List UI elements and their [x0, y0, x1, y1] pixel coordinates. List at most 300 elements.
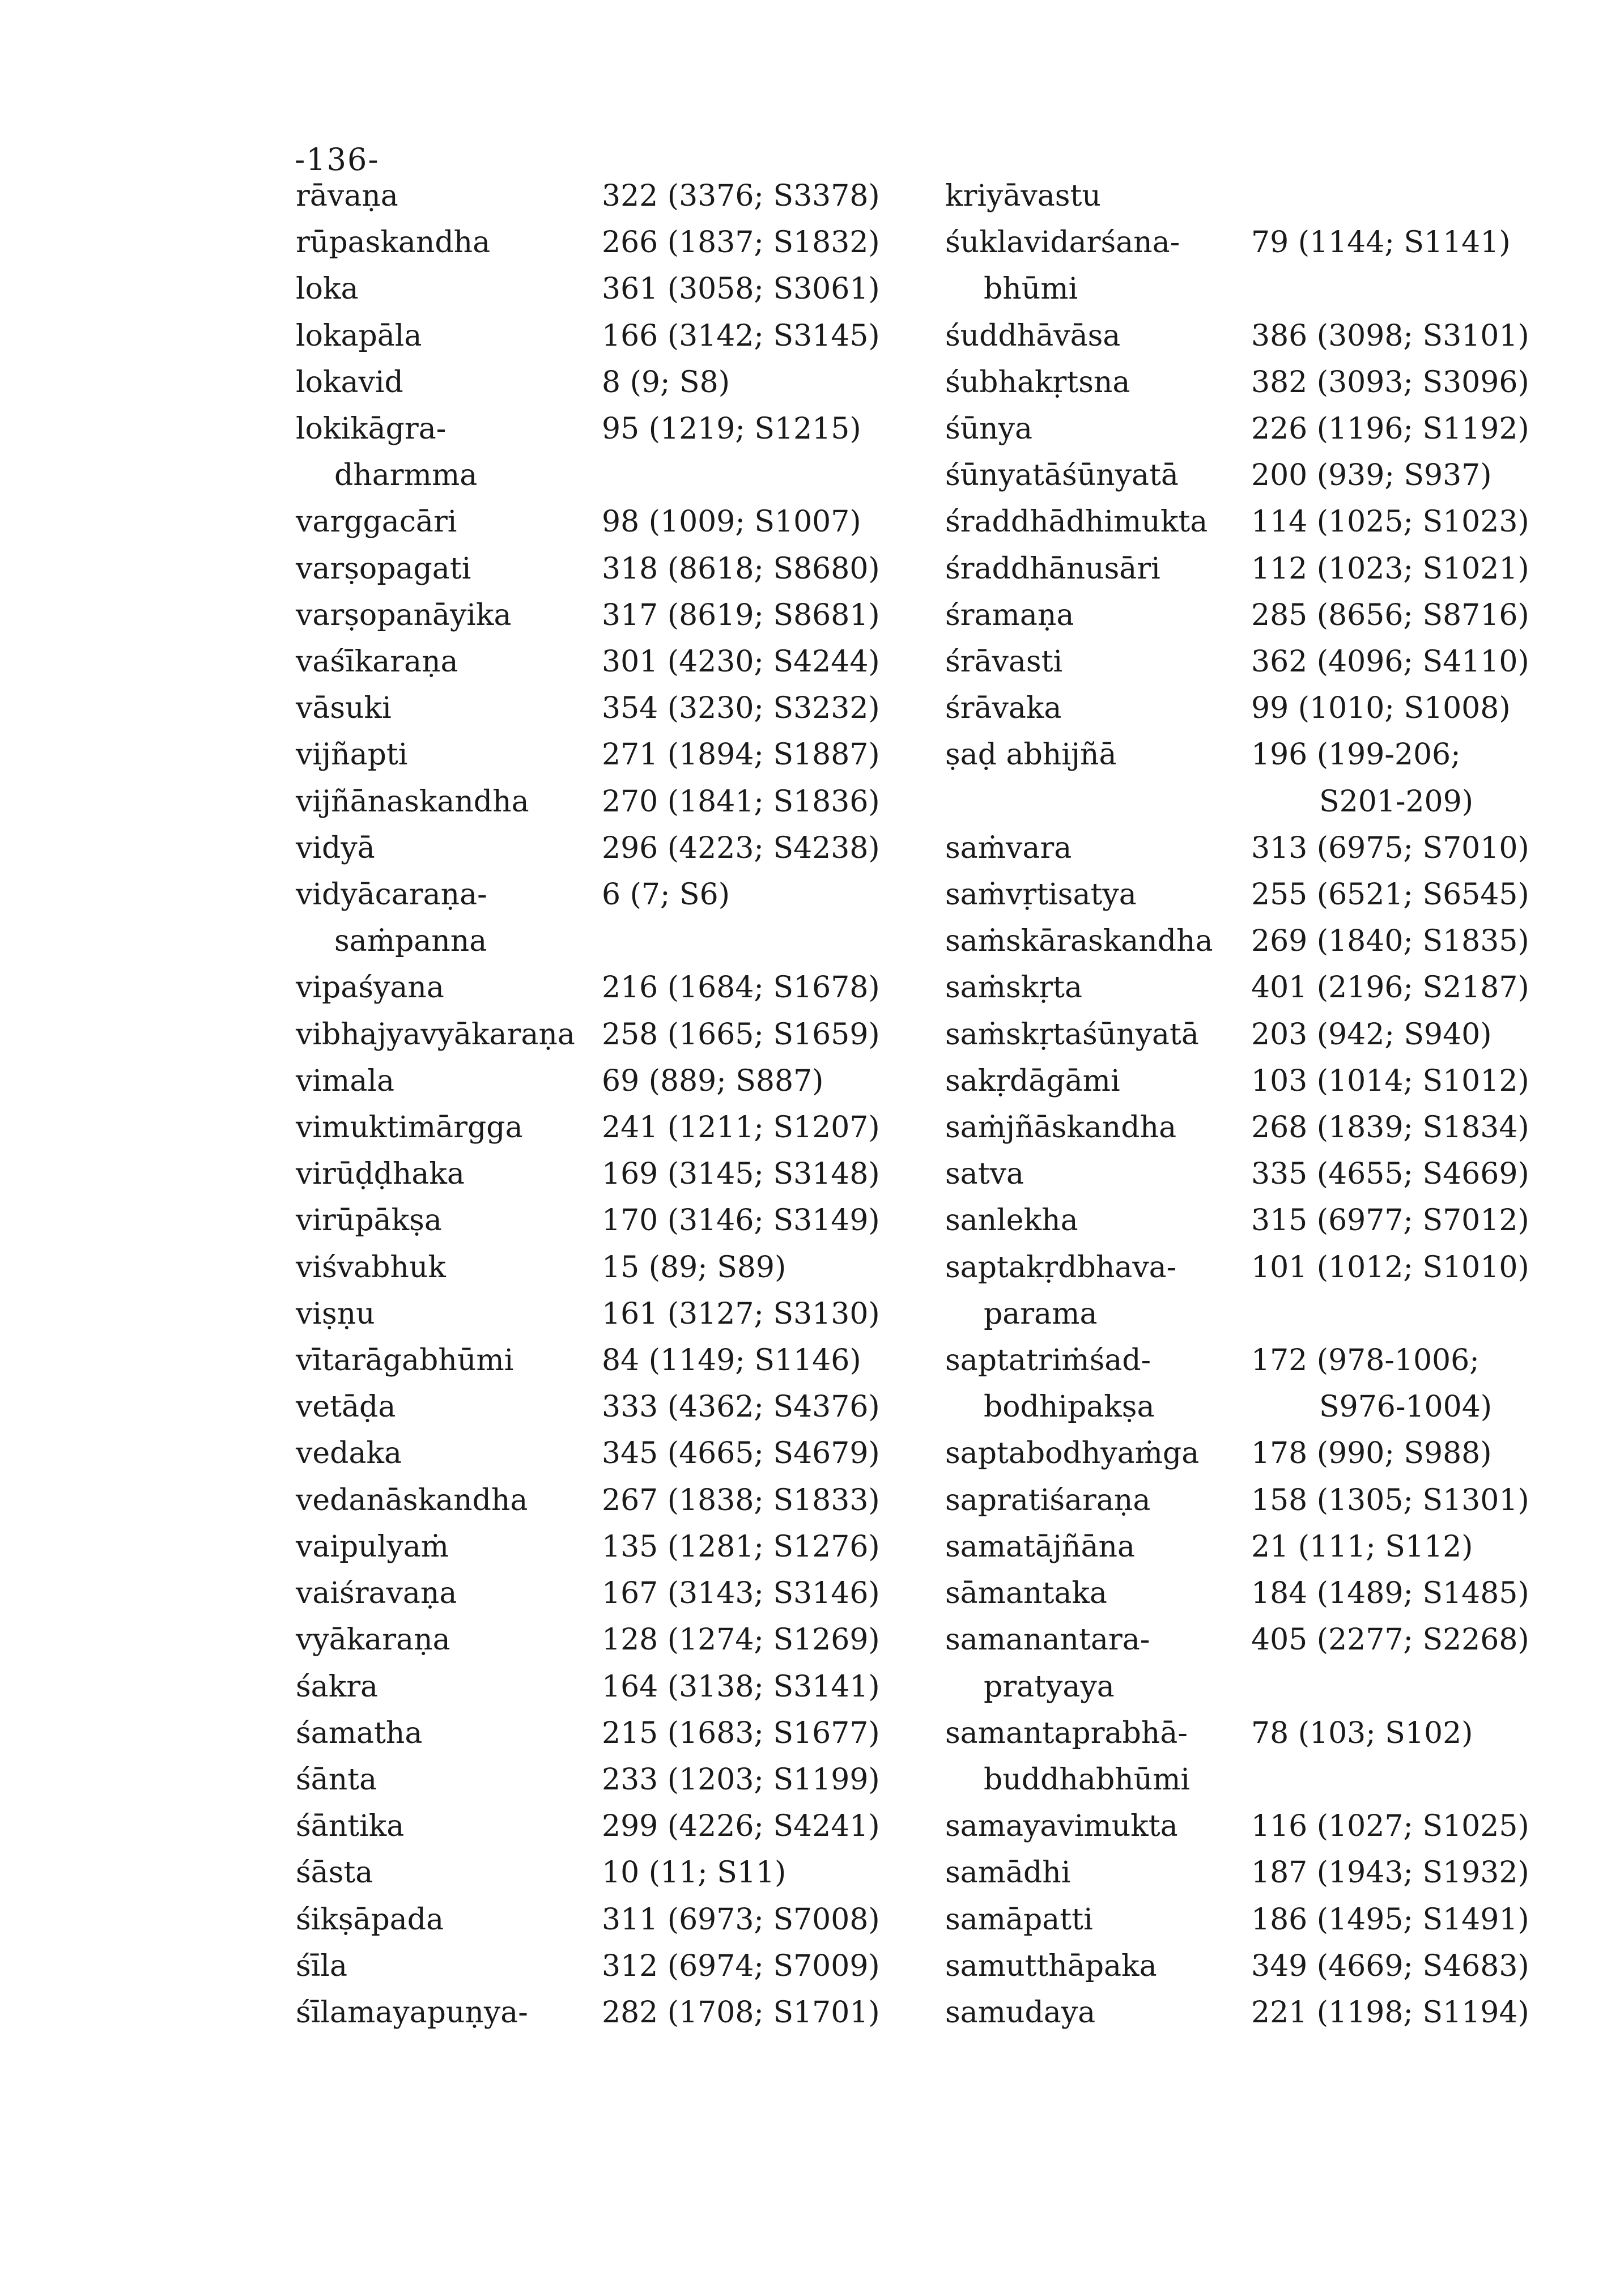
index-references-text: 221 (1198; S1194) — [1251, 1995, 1529, 2030]
index-term — [296, 1291, 602, 1337]
index-references — [1251, 1058, 1529, 1104]
index-term — [296, 1664, 602, 1710]
index-term-text: śāntika — [296, 1809, 405, 1844]
index-references — [602, 732, 880, 778]
index-entry — [296, 313, 919, 359]
index-references-text: 114 (1025; S1023) — [1251, 505, 1529, 539]
index-term — [296, 1897, 602, 1943]
index-references — [602, 779, 880, 825]
index-term — [945, 1849, 1251, 1896]
index-term-text: vītarāgabhūmi — [296, 1343, 514, 1378]
index-term-text: vidyācaraṇa- — [296, 878, 487, 912]
index-term — [296, 964, 602, 1011]
index-references — [1251, 1430, 1492, 1477]
index-references — [602, 219, 880, 266]
index-references-text: 285 (8656; S8716) — [1251, 598, 1529, 632]
index-term — [945, 219, 1251, 312]
index-references-text: 172 (978-1006; — [1251, 1343, 1480, 1378]
index-entry — [296, 685, 919, 732]
index-references — [1251, 359, 1529, 406]
index-entry — [296, 779, 919, 825]
index-term — [945, 1151, 1251, 1197]
index-references-text: 233 (1203; S1199) — [602, 1762, 880, 1797]
index-references — [602, 1664, 880, 1710]
index-entry — [296, 1710, 919, 1757]
index-entry — [945, 173, 1568, 219]
index-references-text: 258 (1665; S1659) — [602, 1017, 880, 1052]
index-entry — [296, 1617, 919, 1663]
index-term — [945, 1803, 1251, 1849]
index-references-text: 166 (3142; S3145) — [602, 318, 880, 353]
index-term — [296, 732, 602, 778]
index-term-text: śraddhānusāri — [945, 551, 1160, 586]
index-term — [296, 219, 602, 266]
index-term-text: saṁskṛtaśūnyatā — [945, 1017, 1199, 1052]
index-entry — [945, 871, 1568, 918]
index-references-text: 161 (3127; S3130) — [602, 1296, 880, 1331]
index-references-text: 354 (3230; S3232) — [602, 691, 880, 726]
index-references-text: 226 (1196; S1192) — [1251, 412, 1529, 447]
index-term — [296, 1337, 602, 1384]
index-term-text: vimala — [296, 1064, 394, 1098]
index-term-text: vipaśyana — [296, 971, 444, 1005]
index-term-text: vijñapti — [296, 738, 408, 772]
index-entry — [296, 1570, 919, 1617]
index-references — [1251, 871, 1529, 918]
index-term-text: samanantara- — [945, 1623, 1150, 1657]
index-references — [602, 592, 880, 639]
index-entry — [945, 219, 1568, 312]
index-term — [945, 1430, 1251, 1477]
index-references — [1251, 1104, 1529, 1151]
index-references-text: 333 (4362; S4376) — [602, 1390, 880, 1425]
index-references — [1251, 685, 1511, 732]
index-term-text: sapratiśaraṇa — [945, 1483, 1151, 1517]
index-term-text: sakṛdāgāmi — [945, 1064, 1120, 1098]
index-references — [602, 1430, 880, 1477]
index-references-text: 178 (990; S988) — [1251, 1436, 1492, 1471]
index-term — [945, 499, 1251, 545]
index-entry — [945, 639, 1568, 685]
index-term-text: śīlamayapuṇya- — [296, 1995, 528, 2030]
index-references-text: 84 (1149; S1146) — [602, 1343, 861, 1378]
index-references-text: 382 (3093; S3096) — [1251, 365, 1529, 399]
index-entry — [296, 964, 919, 1011]
index-term — [945, 1011, 1251, 1058]
index-references — [1251, 1570, 1529, 1617]
index-references-text: 282 (1708; S1701) — [602, 1995, 880, 2030]
index-term-text: saptakṛdbhava- — [945, 1250, 1177, 1285]
index-references-text: 311 (6973; S7008) — [602, 1902, 880, 1937]
index-references — [1251, 1011, 1492, 1058]
index-term-text: samantaprabhā- — [945, 1716, 1188, 1750]
index-references-text: 349 (4669; S4683) — [1251, 1949, 1529, 1983]
index-references — [1251, 1943, 1529, 1989]
index-term — [296, 685, 602, 732]
index-column-right — [945, 173, 1568, 2036]
index-entry — [296, 1943, 919, 1989]
index-references-text: 255 (6521; S6545) — [1251, 878, 1529, 912]
index-references-text: 98 (1009; S1007) — [602, 505, 861, 539]
index-entry — [945, 406, 1568, 452]
index-term-text: śamatha — [296, 1716, 423, 1750]
index-term-continuation: dharmma — [334, 458, 478, 493]
index-term-text: śramaṇa — [945, 598, 1074, 632]
index-term — [945, 406, 1251, 452]
index-entry — [945, 964, 1568, 1011]
index-entry — [945, 452, 1568, 499]
index-references — [602, 1943, 880, 1989]
index-term-continuation: bhūmi — [984, 272, 1078, 307]
index-term — [945, 1244, 1251, 1337]
index-term — [945, 1524, 1251, 1570]
index-term-text: varṣopagati — [296, 551, 471, 586]
index-references-text: 21 (111; S112) — [1251, 1529, 1473, 1564]
index-references-text: 345 (4665; S4679) — [602, 1436, 880, 1471]
index-term — [296, 1244, 602, 1291]
index-term-text: vidyā — [296, 831, 375, 865]
index-references-text: 313 (6975; S7010) — [1251, 831, 1529, 865]
index-entry — [296, 1430, 919, 1477]
index-references — [1251, 499, 1529, 545]
index-term — [296, 1477, 602, 1524]
index-references — [602, 1757, 880, 1803]
index-term — [945, 1570, 1251, 1617]
index-references — [1251, 1197, 1529, 1244]
index-references-text: 196 (199-206; — [1251, 738, 1461, 772]
index-term-continuation: buddhabhūmi — [984, 1762, 1191, 1797]
index-references — [1251, 639, 1529, 685]
index-entry — [296, 1524, 919, 1570]
index-term-text: vaiśravaṇa — [296, 1576, 457, 1611]
index-entry — [945, 732, 1568, 824]
index-term-text: śīla — [296, 1949, 347, 1983]
index-term — [296, 639, 602, 685]
index-term-continuation: parama — [984, 1296, 1098, 1331]
index-term-text: śrāvasti — [945, 645, 1063, 679]
page-number: -136- — [295, 142, 380, 177]
index-references — [1251, 918, 1529, 964]
index-references-text: 335 (4655; S4669) — [1251, 1157, 1529, 1192]
index-term-text: śrāvaka — [945, 691, 1062, 726]
index-term — [945, 546, 1251, 592]
index-term-text: vaipulyaṁ — [296, 1529, 449, 1564]
index-references-continuation: S201-209) — [1319, 784, 1473, 819]
index-term-text: kriyāvastu — [945, 179, 1101, 213]
index-references — [602, 1477, 880, 1524]
index-entry — [296, 825, 919, 871]
index-references-text: 15 (89; S89) — [602, 1250, 787, 1285]
index-term-text: virūḍḍhaka — [296, 1157, 465, 1192]
index-references — [602, 1291, 880, 1337]
index-references — [602, 639, 880, 685]
index-references-text: 241 (1211; S1207) — [602, 1111, 880, 1145]
index-references-text: 318 (8618; S8680) — [602, 551, 880, 586]
index-term — [296, 313, 602, 359]
index-references-text: 312 (6974; S7009) — [602, 1949, 880, 1983]
index-references — [602, 1803, 880, 1849]
index-term — [296, 1104, 602, 1151]
index-term-text: saṁvṛtisatya — [945, 878, 1137, 912]
index-entry — [296, 546, 919, 592]
index-term-text: śāsta — [296, 1856, 373, 1890]
index-references — [602, 406, 861, 452]
index-term — [945, 1943, 1251, 1989]
index-references-text: 266 (1837; S1832) — [602, 226, 880, 260]
index-term — [296, 1524, 602, 1570]
index-references-text: 386 (3098; S3101) — [1251, 318, 1529, 353]
index-term — [945, 639, 1251, 685]
index-references — [602, 266, 880, 312]
index-entry — [945, 1430, 1568, 1477]
index-entry — [296, 1849, 919, 1896]
index-term — [296, 499, 602, 545]
index-references-text: 267 (1838; S1833) — [602, 1483, 880, 1517]
index-term — [945, 1104, 1251, 1151]
index-term — [945, 732, 1251, 778]
index-term — [945, 685, 1251, 732]
index-references-text: 215 (1683; S1677) — [602, 1716, 880, 1750]
index-term-continuation: bodhipakṣa — [984, 1390, 1155, 1425]
index-entry — [296, 1384, 919, 1430]
index-references — [1251, 1803, 1529, 1849]
index-term-text: samāpatti — [945, 1902, 1093, 1937]
index-references-text: 296 (4223; S4238) — [602, 831, 880, 865]
index-term-text: samādhi — [945, 1856, 1071, 1890]
index-references-text: 322 (3376; S3378) — [602, 179, 880, 213]
index-references — [1251, 1524, 1473, 1570]
index-entry — [945, 918, 1568, 964]
index-term-text: varṣopanāyika — [296, 598, 512, 632]
index-term — [296, 1710, 602, 1757]
index-term-text: samatājñāna — [945, 1529, 1136, 1564]
index-entry — [296, 871, 919, 964]
index-references — [602, 1011, 880, 1058]
index-references — [1251, 1897, 1529, 1943]
index-references — [602, 1897, 880, 1943]
index-references — [1251, 546, 1529, 592]
index-references — [1251, 1244, 1529, 1291]
index-entry — [296, 732, 919, 778]
index-entry — [296, 359, 919, 406]
index-references-text: 95 (1219; S1215) — [602, 412, 861, 447]
index-references — [602, 1849, 786, 1896]
index-entry — [945, 1058, 1568, 1104]
index-term-continuation: pratyaya — [984, 1669, 1115, 1704]
index-column-left — [296, 173, 919, 2036]
index-term — [945, 452, 1251, 499]
index-term-text: saṁjñāskandha — [945, 1111, 1177, 1145]
index-references — [602, 546, 880, 592]
index-references-text: 216 (1684; S1678) — [602, 971, 880, 1005]
index-references — [602, 359, 730, 406]
index-references — [602, 1197, 880, 1244]
index-term-text: śānta — [296, 1762, 377, 1797]
index-term — [945, 359, 1251, 406]
index-references — [602, 1617, 880, 1663]
index-term — [945, 173, 1251, 219]
index-term — [296, 1803, 602, 1849]
index-term — [296, 1430, 602, 1477]
index-references-text: 79 (1144; S1141) — [1251, 226, 1511, 260]
index-term-text: rāvaṇa — [296, 179, 398, 213]
index-references — [602, 1570, 880, 1617]
index-term-text: saptabodhyaṁga — [945, 1436, 1200, 1471]
index-entry — [945, 499, 1568, 545]
index-entry — [296, 499, 919, 545]
index-references-text: 200 (939; S937) — [1251, 458, 1492, 493]
index-entry — [296, 1011, 919, 1058]
index-term-text: viśvabhuk — [296, 1250, 446, 1285]
index-term — [296, 1011, 602, 1058]
index-references — [602, 964, 880, 1011]
index-entry — [945, 1151, 1568, 1197]
index-term-text: śūnya — [945, 412, 1033, 447]
index-entry — [945, 1524, 1568, 1570]
index-references-text: 128 (1274; S1269) — [602, 1623, 880, 1657]
index-term-text: lokikāgra- — [296, 412, 447, 447]
index-term-text: sanlekha — [945, 1204, 1078, 1238]
index-term — [945, 964, 1251, 1011]
index-entry — [945, 685, 1568, 732]
index-references — [602, 1384, 880, 1430]
index-term-text: saṁskṛta — [945, 971, 1082, 1005]
index-references — [1251, 592, 1529, 639]
index-term — [296, 1989, 602, 2036]
index-entry — [296, 1803, 919, 1849]
index-entry — [945, 1849, 1568, 1896]
index-references-text: 8 (9; S8) — [602, 365, 730, 399]
index-term-text: vyākaraṇa — [296, 1623, 450, 1657]
index-references — [1251, 452, 1492, 499]
index-term-text: vaśīkaraṇa — [296, 645, 458, 679]
index-term — [296, 825, 602, 871]
index-references-text: 78 (103; S102) — [1251, 1716, 1473, 1750]
index-term — [945, 1710, 1251, 1803]
index-references-text: 112 (1023; S1021) — [1251, 551, 1529, 586]
index-term — [296, 359, 602, 406]
index-references-text: 6 (7; S6) — [602, 878, 730, 912]
index-references-text: 116 (1027; S1025) — [1251, 1809, 1529, 1844]
index-entry — [296, 1664, 919, 1710]
index-references-text: 361 (3058; S3061) — [602, 272, 880, 307]
index-term-text: ṣaḍ abhijñā — [945, 738, 1117, 772]
index-term — [945, 1337, 1251, 1430]
index-term — [945, 1897, 1251, 1943]
index-references-text: 103 (1014; S1012) — [1251, 1064, 1529, 1098]
index-term-text: vijñānaskandha — [296, 784, 529, 819]
index-entry — [296, 173, 919, 219]
index-term-text: rūpaskandha — [296, 226, 491, 260]
index-term-continuation: saṁpanna — [334, 924, 487, 959]
index-references — [602, 685, 880, 732]
index-term-text: śakra — [296, 1669, 379, 1704]
index-entry — [945, 1803, 1568, 1849]
index-term-text: saṁvara — [945, 831, 1072, 865]
index-term-text: vedanāskandha — [296, 1483, 528, 1517]
index-term — [296, 1151, 602, 1197]
index-entry — [945, 1011, 1568, 1058]
index-term — [945, 918, 1251, 964]
index-references — [602, 1058, 823, 1104]
index-term-text: śraddhādhimukta — [945, 505, 1208, 539]
index-entry — [945, 1104, 1568, 1151]
index-entry — [296, 1477, 919, 1524]
index-entry — [296, 639, 919, 685]
index-term — [296, 1943, 602, 1989]
index-term — [296, 1757, 602, 1803]
index-term-text: sāmantaka — [945, 1576, 1107, 1611]
index-references-text: 99 (1010; S1008) — [1251, 691, 1511, 726]
index-term-text: vimuktimārgga — [296, 1111, 523, 1145]
index-term-text: virūpākṣa — [296, 1204, 442, 1238]
index-references-text: 401 (2196; S2187) — [1251, 971, 1529, 1005]
index-references-text: 101 (1012; S1010) — [1251, 1250, 1529, 1285]
index-references — [1251, 313, 1529, 359]
index-term-text: vedaka — [296, 1436, 402, 1471]
index-term-text: vibhajyavyākaraṇa — [296, 1017, 575, 1052]
index-references — [1251, 1849, 1529, 1896]
index-term — [945, 1477, 1251, 1524]
index-term-text: saṁskāraskandha — [945, 924, 1213, 959]
index-references-text: 135 (1281; S1276) — [602, 1529, 880, 1564]
index-term — [296, 871, 602, 964]
index-term-text: śubhakṛtsna — [945, 365, 1130, 399]
index-references — [1251, 1617, 1529, 1663]
index-entry — [945, 1897, 1568, 1943]
index-references — [602, 825, 880, 871]
index-term — [296, 1570, 602, 1617]
index-term — [296, 1197, 602, 1244]
index-term — [945, 1989, 1251, 2036]
index-references — [1251, 964, 1529, 1011]
index-references — [1251, 1151, 1529, 1197]
index-references-text: 269 (1840; S1835) — [1251, 924, 1529, 959]
index-references-text: 187 (1943; S1932) — [1251, 1856, 1529, 1890]
index-term — [296, 546, 602, 592]
index-term-text: vāsuki — [296, 691, 392, 726]
index-term — [945, 1617, 1251, 1710]
index-references-text: 69 (889; S887) — [602, 1064, 824, 1098]
index-entry — [945, 1710, 1568, 1803]
index-term — [296, 592, 602, 639]
index-references — [602, 313, 880, 359]
index-entry — [296, 1151, 919, 1197]
index-entry — [296, 592, 919, 639]
index-entry — [296, 1337, 919, 1384]
index-entry — [945, 825, 1568, 871]
index-references-text: 315 (6977; S7012) — [1251, 1204, 1529, 1238]
index-references — [1251, 219, 1511, 266]
index-references-text: 203 (942; S940) — [1251, 1017, 1492, 1052]
index-entry — [296, 1244, 919, 1291]
index-entry — [296, 1897, 919, 1943]
index-term — [945, 592, 1251, 639]
index-references-continuation: S976-1004) — [1319, 1390, 1493, 1425]
index-term-text: samudaya — [945, 1995, 1096, 2030]
index-term-text: lokapāla — [296, 318, 422, 353]
index-entry — [296, 1058, 919, 1104]
index-references-text: 170 (3146; S3149) — [602, 1204, 880, 1238]
index-term-text: śuklavidarśana- — [945, 226, 1180, 260]
index-term-text: loka — [296, 272, 359, 307]
index-term — [945, 1058, 1251, 1104]
index-references — [602, 1337, 861, 1384]
index-references-text: 268 (1839; S1834) — [1251, 1111, 1529, 1145]
index-term — [945, 871, 1251, 918]
index-references-text: 186 (1495; S1491) — [1251, 1902, 1529, 1937]
index-entry — [296, 1104, 919, 1151]
